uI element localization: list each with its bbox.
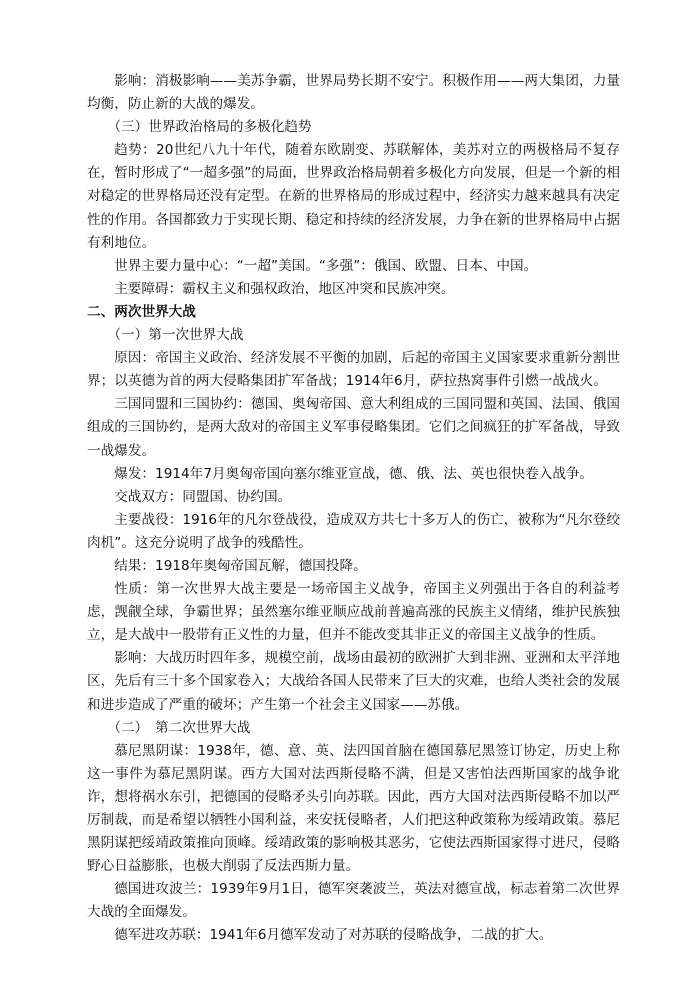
- subheading-multipolar-trend: （三）世界政治格局的多极化趋势: [107, 119, 312, 136]
- document-body: [87, 70, 620, 948]
- subheading-ww1: （一）第一次世界大战: [107, 327, 244, 344]
- paragraph-ww1-outbreak: 爆发：1914年7月奥匈帝国向塞尔维亚宣战，德、俄、法、英也很快卷入战争。: [114, 465, 594, 482]
- paragraph-ww1-nature: 性质：第一次世界大战主要是一场帝国主义战争，帝国主义列强出于各自的利益考虑，觊觎全球，争霸世界；虽然塞尔维亚顺应战前普遍高涨的民族主义情绪，维护民族独立，是大战中一股带有正义性的力量，但并不能改变其非正义的帝国主义战争的性质。: [87, 581, 620, 644]
- paragraph-invasion-ussr: 德军进攻苏联：1941年6月德军发动了对苏联的侵略战争，二战的扩大。: [114, 927, 553, 944]
- paragraph-power-centers: 世界主要力量中心：“一超”美国。“多强”：俄国、欧盟、日本、中国。: [114, 257, 538, 274]
- paragraph-ww1-impact: 影响：大战历时四年多，规模空前，战场由最初的欧洲扩大到非洲、亚洲和太平洋地区，先后有三十多个国家卷入；大战给各国人民带来了巨大的灾难，也给人类社会的发展和进步造成了严重的破坏；产生第一个社会主义国家——苏俄。: [87, 650, 620, 713]
- paragraph-ww1-causes: 原因：帝国主义政治、经济发展不平衡的加剧，后起的帝国主义国家要求重新分割世界；以英德为首的两大侵略集团扩军备战；1914年6月，萨拉热窝事件引燃一战战火。: [87, 350, 620, 390]
- paragraph-main-battle: 主要战役：1916年的凡尔登战役，造成双方共七十多万人的伤亡，被称为“凡尔登绞肉机”。这充分说明了战争的残酷性。: [87, 511, 620, 551]
- paragraph-ww1-result: 结果：1918年奥匈帝国瓦解，德国投降。: [114, 557, 367, 574]
- section-heading-world-wars: 二、两次世界大战: [87, 303, 196, 320]
- paragraph-alliances: 三国同盟和三国协约：德国、奥匈帝国、意大利组成的三国同盟和英国、法国、俄国组成的三国协约，是两大敌对的帝国主义军事侵略集团。它们之间疯狂的扩军备战，导致一战爆发。: [87, 396, 620, 459]
- paragraph-belligerents: 交战双方：同盟国、协约国。: [114, 488, 292, 505]
- subheading-ww2: （二） 第二次世界大战: [107, 719, 251, 736]
- paragraph-munich: 慕尼黑阴谋：1938年，德、意、英、法四国首脑在德国慕尼黑签订协定，历史上称这一事件为慕尼黑阴谋。西方大国对法西斯侵略不满，但是又害怕法西斯国家的战争讹诈，想将祸水东引，把德国的侵略矛头引向苏联。因此，西方大国对法西斯侵略不加以严厉制裁，而是希望以牺牲小国利益，来安抚侵略者，人们把这种政策称为绥靖政策。慕尼黑阴谋把绥靖政策推向顶峰。绥靖政策的影响极其恶劣，它使法西斯国家得寸进尺，侵略野心日益膨胀，也极大削弱了反法西斯力量。: [87, 742, 620, 875]
- paragraph-obstacles: 主要障碍：霸权主义和强权政治，地区冲突和民族冲突。: [114, 280, 455, 297]
- paragraph-trend: 趋势：20世纪八九十年代，随着东欧剧变、苏联解体，美苏对立的两极格局不复存在，暂时形成了“一超多强”的局面，世界政治格局朝着多极化方向发展，但是一个新的相对稳定的世界格局还没有定型。在新的世界格局的形成过程中，经济实力越来越具有决定性的作用。各国都致力于实现长期、稳定和持续的经济发展，力争在新的世界格局中占据有利地位。: [87, 142, 620, 251]
- paragraph-impact-cold-war: 影响：消极影响——美苏争霸，世界局势长期不安宁。积极作用——两大集团，力量均衡，防止新的大战的爆发。: [87, 73, 620, 113]
- paragraph-invasion-poland: 德国进攻波兰：1939年9月1日，德军突袭波兰，英法对德宣战，标志着第二次世界大战的全面爆发。: [87, 881, 620, 921]
